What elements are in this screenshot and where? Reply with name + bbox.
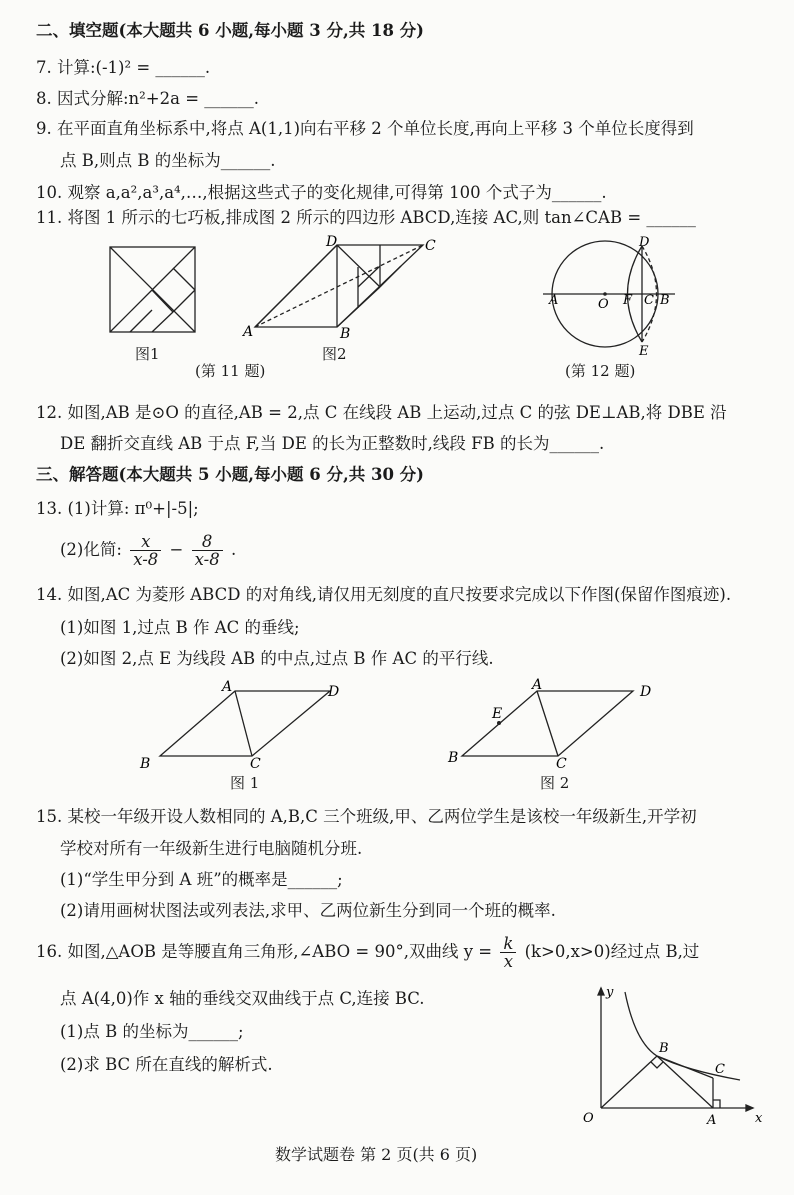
label-A: A [707, 1113, 717, 1128]
label-B: B [340, 326, 351, 342]
question-16-line-1: 16. 如图,△AOB 是等腰直角三角形,∠ABO = 90°,双曲线 y = $\frac{k}{x}$ (k>0,x>0)经过点 B,过 [36, 934, 700, 971]
fig2-label-C: C [556, 756, 567, 772]
parallelogram-figure-2 [255, 245, 423, 327]
label-B: B [660, 293, 670, 308]
figure-14-label-2: 图 2 [540, 774, 570, 792]
figure-16 [575, 982, 775, 1132]
label-C: C [425, 238, 436, 254]
figure-11-label-2: 图2 [322, 345, 347, 363]
fig1-label-B: B [140, 756, 151, 772]
fraction-k-over-x: $\frac{k}{x}$ [500, 935, 516, 970]
label-A: A [243, 324, 254, 340]
question-15-line-2: 学校对所有一年级新生进行电脑随机分班. [60, 839, 363, 858]
figure-14 [130, 676, 690, 781]
question-13-part-1: 13. (1)计算: π⁰+|-5|; [36, 499, 199, 518]
label-O: O [598, 297, 609, 312]
label-D: D [326, 234, 338, 250]
fraction-x-over-x-8: $\frac{x}{x-8}$ [130, 533, 161, 568]
label-C: C [715, 1062, 725, 1077]
figure-14-label-1: 图 1 [230, 774, 260, 792]
figure-12-caption: (第 12 题) [565, 362, 636, 380]
question-16-part-1: (1)点 B 的坐标为______; [60, 1022, 244, 1041]
fig2-label-D: D [640, 684, 652, 700]
label-O: O [583, 1111, 594, 1126]
label-D: D [639, 235, 650, 250]
question-13-part-2: (2)化简: $\frac{x}{x-8}$ − $\frac{8}{x-8}$ . [60, 532, 237, 569]
label-C: C [644, 293, 654, 308]
tangram-figure-1 [110, 247, 195, 332]
question-12-line-1: 12. 如图,AB 是⊙O 的直径,AB = 2,点 C 在线段 AB 上运动,过点 C 的弦 DE⊥AB,将 DBE 沿 [36, 403, 727, 422]
section-3-title: 三、解答题(本大题共 5 小题,每小题 6 分,共 30 分) [36, 465, 424, 484]
question-11: 11. 将图 1 所示的七巧板,排成图 2 所示的四边形 ABCD,连接 AC,则 tan∠CAB = ______ [36, 208, 696, 227]
question-14-part-2: (2)如图 2,点 E 为线段 AB 的中点,过点 B 作 AC 的平行线. [60, 649, 494, 668]
question-15-line-1: 15. 某校一年级开设人数相同的 A,B,C 三个班级,甲、乙两位学生是该校一年级新生,开学初 [36, 807, 697, 826]
fig1-label-A: A [222, 679, 233, 695]
question-15-part-2: (2)请用画树状图法或列表法,求甲、乙两位新生分到同一个班的概率. [60, 901, 556, 920]
label-B: B [659, 1041, 669, 1056]
fig2-label-A: A [532, 677, 543, 693]
question-10: 10. 观察 a,a²,a³,a⁴,…,根据这些式子的变化规律,可得第 100 个式子为______. [36, 183, 607, 202]
question-8: 8. 因式分解:n²+2a = ______. [36, 89, 260, 108]
fig2-label-E: E [492, 706, 503, 722]
question-7: 7. 计算:(-1)² = ______. [36, 58, 211, 77]
section-2-title: 二、填空题(本大题共 6 小题,每小题 3 分,共 18 分) [36, 21, 424, 40]
question-15-part-1: (1)“学生甲分到 A 班”的概率是______; [60, 870, 343, 889]
question-16-part-2: (2)求 BC 所在直线的解析式. [60, 1055, 273, 1074]
question-14-part-1: (1)如图 1,过点 B 作 AC 的垂线; [60, 618, 300, 637]
question-12-line-2: DE 翻折交直线 AB 于点 F,当 DE 的长为正整数时,线段 FB 的长为______. [60, 434, 605, 453]
label-y: y [606, 985, 614, 1000]
figure-11-label-1: 图1 [135, 345, 160, 363]
figure-12 [535, 232, 685, 357]
figure-11-caption: (第 11 题) [195, 362, 266, 380]
label-E: E [639, 344, 649, 357]
fraction-8-over-x-8: $\frac{8}{x-8}$ [192, 533, 223, 568]
question-16-line-2: 点 A(4,0)作 x 轴的垂线交双曲线于点 C,连接 BC. [60, 989, 425, 1008]
label-A: A [549, 293, 559, 308]
fig1-label-C: C [250, 756, 261, 772]
fig2-label-B: B [448, 750, 459, 766]
label-x: x [755, 1111, 763, 1126]
question-14-line-1: 14. 如图,AC 为菱形 ABCD 的对角线,请仅用无刻度的直尺按要求完成以下作图(保留作图痕迹). [36, 585, 732, 604]
fig1-label-D: D [328, 684, 340, 700]
question-9-line-1: 9. 在平面直角坐标系中,将点 A(1,1)向右平移 2 个单位长度,再向上平移 3 个单位长度得到 [36, 119, 694, 138]
label-F: F [623, 293, 633, 308]
question-9-line-2: 点 B,则点 B 的坐标为______. [60, 151, 276, 170]
page-footer: 数学试题卷 第 2 页(共 6 页) [275, 1145, 478, 1164]
